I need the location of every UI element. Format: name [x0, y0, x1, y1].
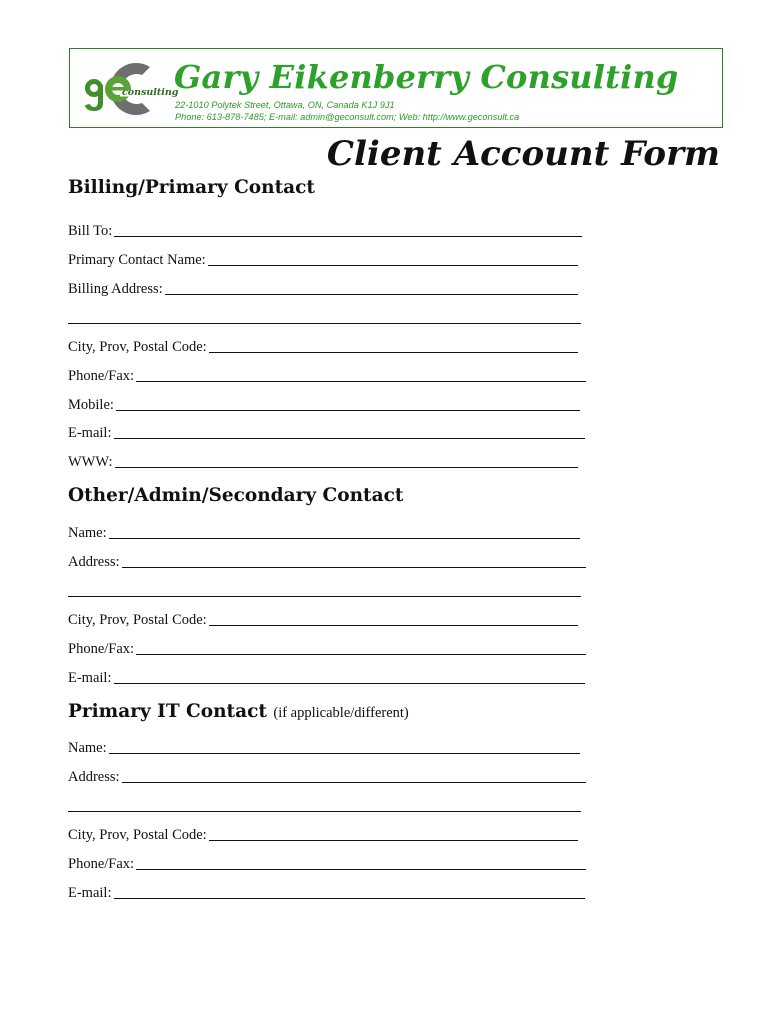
secondary-address-label: Address: — [68, 554, 120, 570]
billing-city-prov-postal-label: City, Prov, Postal Code: — [68, 339, 207, 355]
it-address-label: Address: — [68, 769, 120, 785]
billing-address-label: Billing Address: — [68, 281, 163, 297]
it-phone-fax-label: Phone/Fax: — [68, 856, 135, 872]
secondary-city-prov-postal-line[interactable] — [209, 625, 578, 626]
it-name-label: Name: — [68, 740, 107, 756]
it-city-prov-postal-line[interactable] — [209, 840, 578, 841]
billing-address-field[interactable] — [68, 278, 578, 298]
secondary-address-line-2-underline[interactable] — [68, 596, 581, 597]
billing-section-heading: Billing/Primary Contact — [68, 177, 315, 198]
billing-phone-fax-field[interactable] — [68, 365, 586, 385]
it-phone-fax-field[interactable] — [68, 853, 586, 873]
company-contact-info: Phone: 613-878-7485; E-mail: admin@geconsult.com; Web: http://www.geconsult.ca — [175, 112, 520, 122]
billing-www-field[interactable] — [68, 451, 578, 471]
it-name-field[interactable] — [68, 737, 580, 757]
it-address-line-2[interactable] — [68, 795, 581, 815]
it-phone-fax-line[interactable] — [136, 869, 586, 870]
secondary-address-field[interactable] — [68, 551, 586, 571]
billing-email-label: E-mail: — [68, 425, 112, 441]
company-logo — [80, 61, 179, 117]
it-name-line[interactable] — [109, 753, 580, 754]
billing-address-line[interactable] — [165, 294, 578, 295]
it-city-prov-postal-label: City, Prov, Postal Code: — [68, 827, 207, 843]
billing-www-line[interactable] — [115, 467, 578, 468]
secondary-email-field[interactable] — [68, 667, 585, 687]
it-contact-heading-note: (if applicable/different) — [273, 705, 409, 721]
secondary-city-prov-postal-field[interactable] — [68, 609, 578, 629]
svg-text:consulting: consulting — [122, 87, 179, 98]
bill-to-field[interactable] — [68, 220, 582, 240]
secondary-phone-fax-field[interactable] — [68, 638, 586, 658]
secondary-phone-fax-line[interactable] — [136, 654, 586, 655]
billing-city-prov-postal-line[interactable] — [209, 352, 578, 353]
it-contact-heading-text: Primary IT Contact — [68, 701, 267, 722]
secondary-address-line-2[interactable] — [68, 580, 581, 600]
company-name: Gary Eikenberry Consulting — [174, 58, 679, 96]
it-email-field[interactable] — [68, 882, 585, 902]
secondary-phone-fax-label: Phone/Fax: — [68, 641, 135, 657]
billing-mobile-line[interactable] — [116, 410, 580, 411]
it-address-field[interactable] — [68, 766, 586, 786]
primary-contact-name-field[interactable] — [68, 249, 578, 269]
billing-address-line-2[interactable] — [68, 307, 581, 327]
billing-city-prov-postal-field[interactable] — [68, 336, 578, 356]
secondary-name-label: Name: — [68, 525, 107, 541]
it-city-prov-postal-field[interactable] — [68, 824, 578, 844]
billing-email-field[interactable] — [68, 422, 585, 442]
it-contact-section-heading — [68, 701, 409, 722]
it-address-line[interactable] — [122, 782, 586, 783]
billing-address-line-2-underline[interactable] — [68, 323, 581, 324]
billing-email-line[interactable] — [114, 438, 586, 439]
bill-to-label: Bill To: — [68, 223, 113, 239]
secondary-section-heading: Other/Admin/Secondary Contact — [68, 485, 404, 506]
billing-mobile-field[interactable] — [68, 394, 580, 414]
letterhead — [69, 48, 723, 128]
secondary-city-prov-postal-label: City, Prov, Postal Code: — [68, 612, 207, 628]
secondary-name-field[interactable] — [68, 522, 580, 542]
it-address-line-2-underline[interactable] — [68, 811, 581, 812]
primary-contact-name-label: Primary Contact Name: — [68, 252, 206, 268]
it-email-line[interactable] — [114, 898, 586, 899]
secondary-email-line[interactable] — [114, 683, 586, 684]
bill-to-line[interactable] — [114, 236, 582, 237]
company-address: 22-1010 Polytek Street, Ottawa, ON, Canada K1J 9J1 — [175, 100, 395, 110]
billing-phone-fax-label: Phone/Fax: — [68, 368, 135, 384]
billing-mobile-label: Mobile: — [68, 397, 114, 413]
billing-phone-fax-line[interactable] — [136, 381, 586, 382]
secondary-email-label: E-mail: — [68, 670, 112, 686]
billing-www-label: WWW: — [68, 454, 113, 470]
secondary-address-line[interactable] — [122, 567, 586, 568]
secondary-name-line[interactable] — [109, 538, 580, 539]
primary-contact-name-line[interactable] — [208, 265, 578, 266]
form-title: Client Account Form — [326, 134, 720, 174]
it-email-label: E-mail: — [68, 885, 112, 901]
